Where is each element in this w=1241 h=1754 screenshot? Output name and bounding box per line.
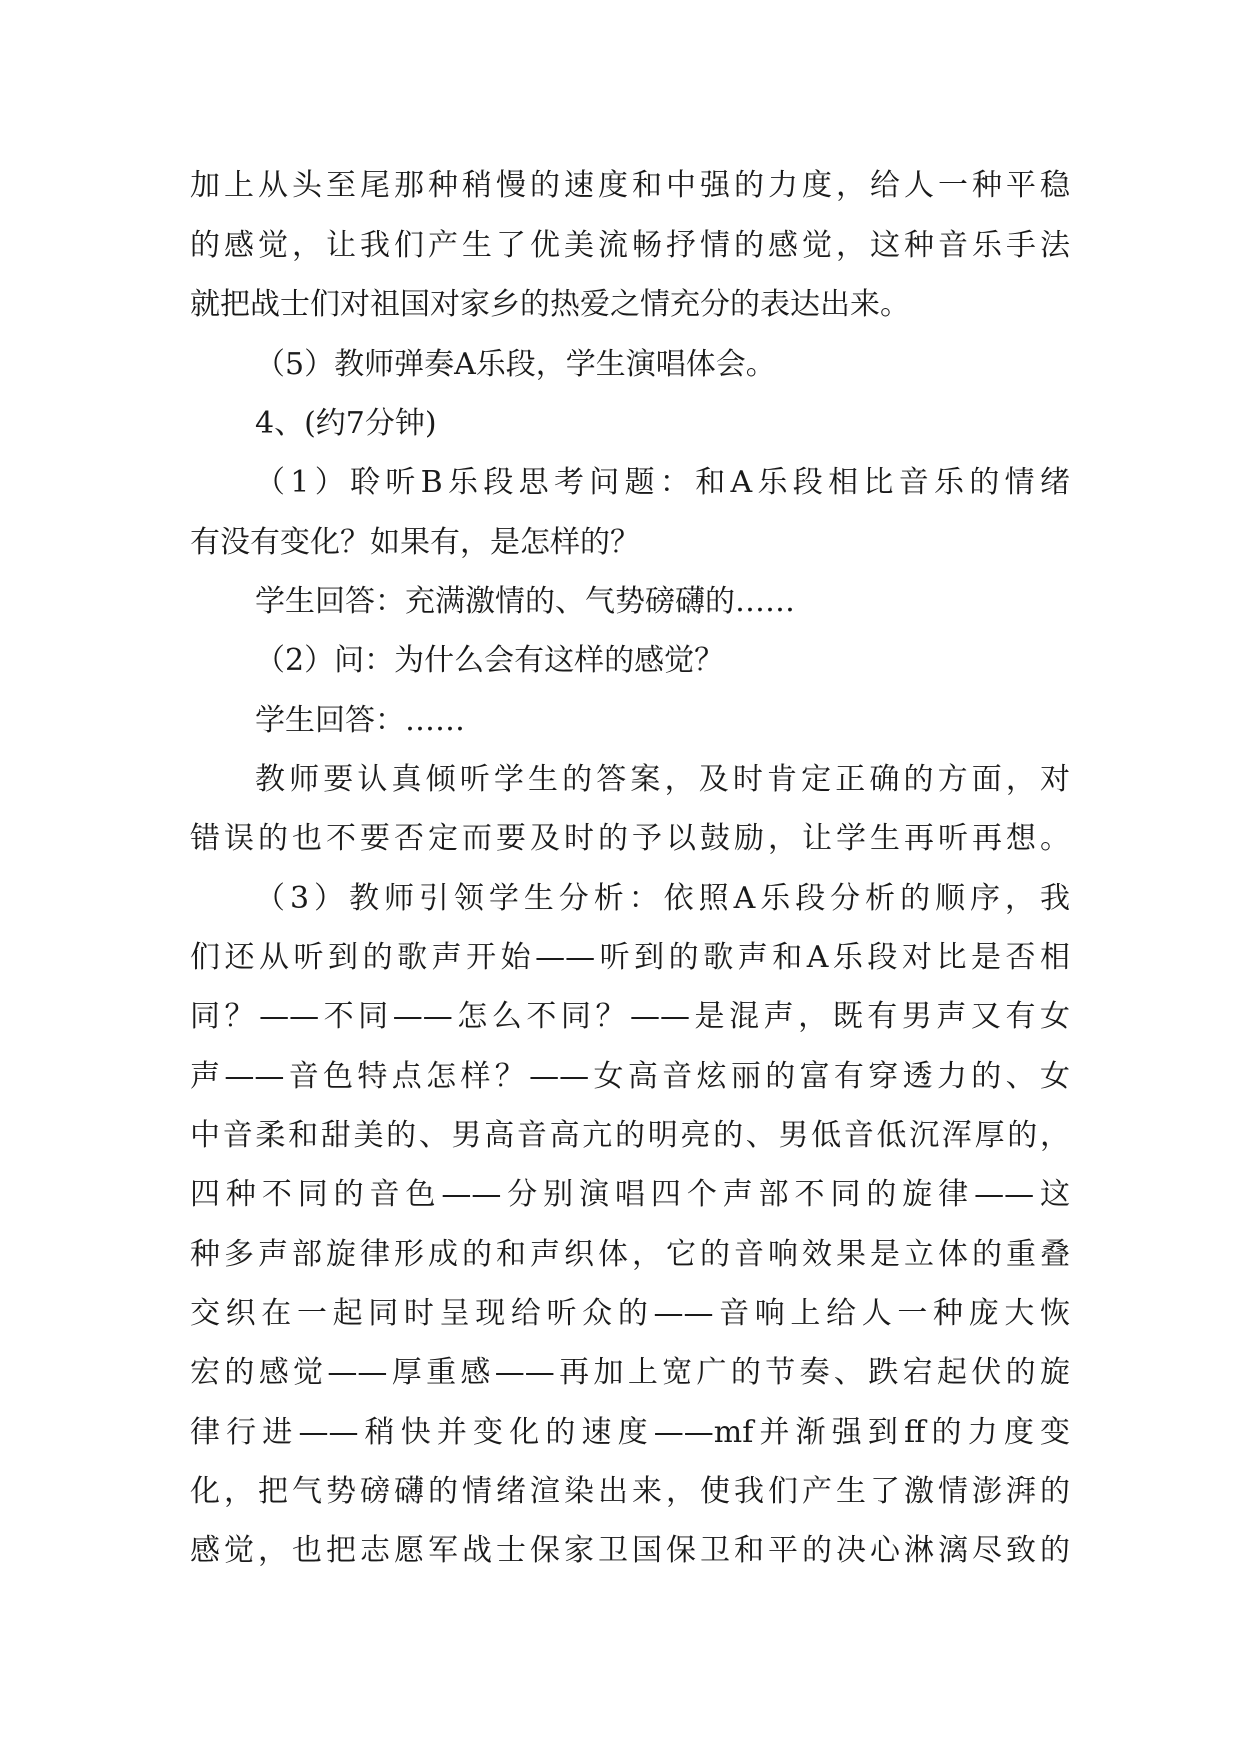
paragraph-line (190, 987, 1070, 1047)
line-text: 声——音色特点怎样？——女高音炫丽的富有穿透力的、女 (190, 1059, 1070, 1094)
paragraph-line (190, 216, 1070, 276)
line-text: 交织在一起同时呈现给听众的——音响上给人一种庞大恢 (190, 1296, 1070, 1331)
paragraph-line (190, 928, 1070, 988)
paragraph-line (190, 1165, 1070, 1225)
line-text: 宏的感觉——厚重感——再加上宽广的节奏、跌宕起伏的旋 (190, 1355, 1070, 1390)
line-text: 们还从听到的歌声开始——听到的歌声和A乐段对比是否相 (190, 940, 1070, 975)
line-text: 有没有变化？如果有，是怎样的？ (190, 525, 640, 560)
line-text: 四种不同的音色——分别演唱四个声部不同的旋律——这 (190, 1177, 1070, 1212)
line-text: 律行进——稍快并变化的速度——mf并渐强到ff的力度变 (190, 1415, 1070, 1450)
paragraph-line (255, 453, 1070, 513)
line-text: 化，把气势磅礴的情绪渲染出来，使我们产生了激情澎湃的 (190, 1474, 1070, 1509)
line-text: 中音柔和甜美的、男高音高亢的明亮的、男低音低沉浑厚的， (190, 1118, 1070, 1153)
line-text: 教师要认真倾听学生的答案，及时肯定正确的方面，对 (255, 762, 1070, 797)
line-text: 学生回答：充满激情的、气势磅礴的…… (255, 584, 795, 619)
paragraph-line (190, 1047, 1070, 1107)
line-text: （1）聆听B乐段思考问题：和A乐段相比音乐的情绪 (255, 465, 1070, 500)
paragraph-line (190, 1284, 1070, 1344)
paragraph-line (190, 809, 1070, 869)
line-text: 种多声部旋律形成的和声织体，它的音响效果是立体的重叠 (190, 1237, 1070, 1272)
paragraph-line (255, 335, 1070, 395)
line-text: 的感觉，让我们产生了优美流畅抒情的感觉，这种音乐手法 (190, 228, 1070, 263)
line-text: （5）教师弹奏A乐段，学生演唱体会。 (255, 347, 776, 382)
section-heading (255, 394, 1070, 454)
line-text: 学生回答：…… (255, 703, 465, 738)
paragraph-line (190, 1106, 1070, 1166)
paragraph-line (190, 1403, 1070, 1463)
line-text: （2）问：为什么会有这样的感觉？ (255, 643, 725, 678)
paragraph-line (190, 156, 1070, 216)
paragraph-line (255, 631, 1070, 691)
paragraph-line (190, 1521, 1070, 1581)
paragraph-line (255, 750, 1070, 810)
paragraph-line (190, 1343, 1070, 1403)
line-text: 4、(约7分钟) (255, 406, 437, 441)
line-text: 加上从头至尾那种稍慢的速度和中强的力度，给人一种平稳 (190, 168, 1070, 203)
paragraph-line (255, 572, 1070, 632)
paragraph-line (255, 869, 1070, 929)
line-text: 同？——不同——怎么不同？——是混声，既有男声又有女 (190, 999, 1070, 1034)
line-text: 感觉，也把志愿军战士保家卫国保卫和平的决心淋漓尽致的 (190, 1533, 1070, 1568)
line-text: 就把战士们对祖国对家乡的热爱之情充分的表达出来。 (190, 287, 910, 322)
paragraph-line (190, 275, 1070, 335)
line-text: （3）教师引领学生分析：依照A乐段分析的顺序，我 (255, 881, 1070, 916)
paragraph-line (190, 1225, 1070, 1285)
line-text: 错误的也不要否定而要及时的予以鼓励，让学生再听再想。 (190, 821, 1070, 856)
paragraph-line (190, 513, 1070, 573)
paragraph-line (190, 1462, 1070, 1522)
paragraph-line (255, 691, 1070, 751)
